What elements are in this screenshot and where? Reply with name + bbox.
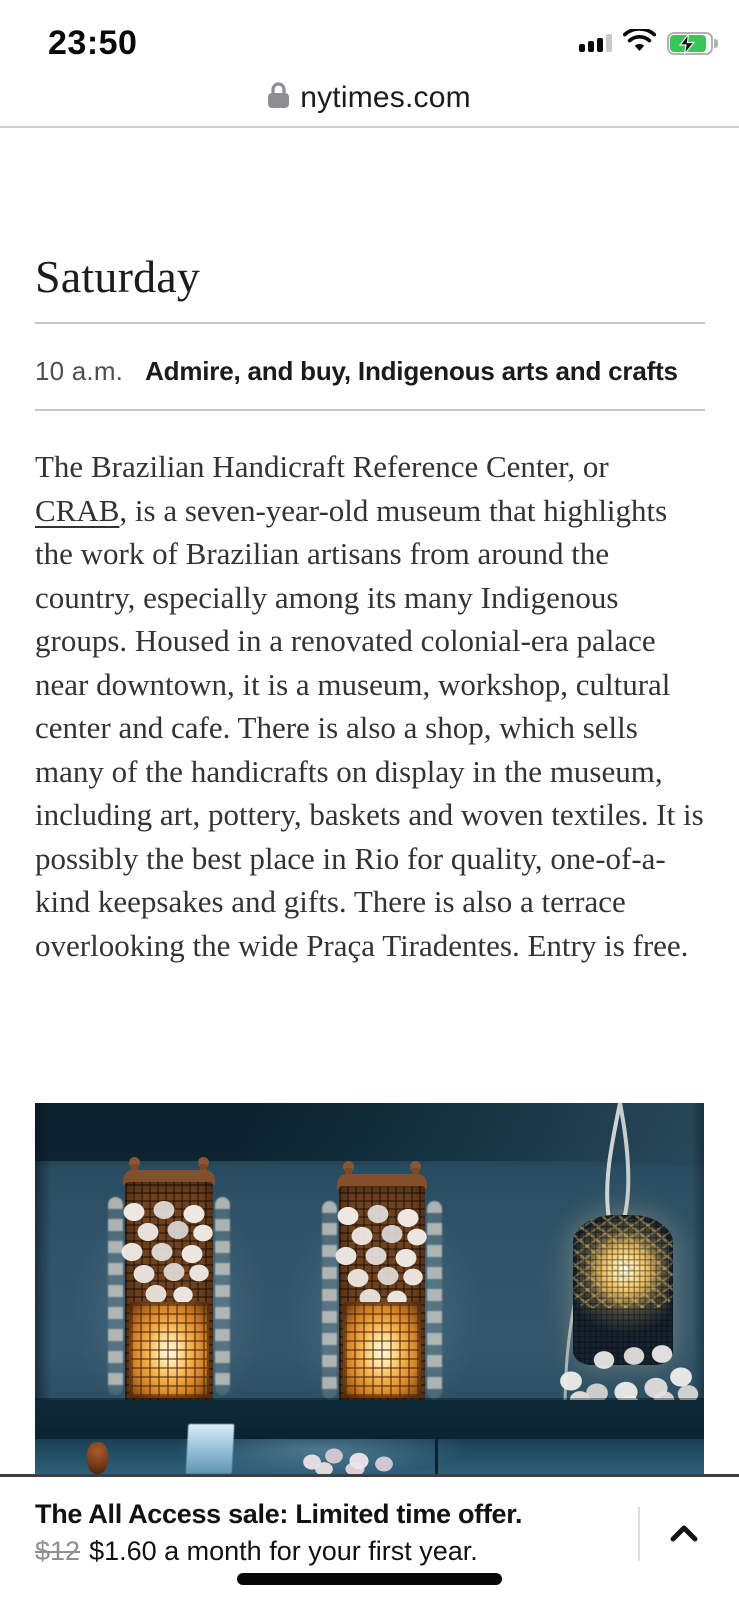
section-rule — [35, 409, 705, 411]
article-photo[interactable] — [35, 1103, 704, 1474]
toolbar-divider — [0, 126, 739, 128]
shell-discs — [327, 1203, 437, 1313]
home-indicator[interactable] — [237, 1573, 502, 1585]
standing-lamp-left — [123, 1157, 215, 1402]
light-beam — [186, 1424, 235, 1474]
paragraph-text: , is a seven-year-old museum that highlights the work of Brazilian artisans from around the country, especially among its many Indigenous groups. Housed in a renovated colonial-era palace near downtown, it is a museum, workshop, cultural center and cafe. There is also a shop, which sells many of the handicrafts on display in the museum, including art, pottery, baskets and woven textiles. It is possibly the best place in Rio for quality, one-of-a-kind keepsakes and gifts. There is also a terrace overlooking the wide Praça Tiradentes. Entry is free. — [35, 492, 704, 963]
chevron-up-icon — [668, 1523, 700, 1546]
sale-offer-line — [35, 1536, 615, 1567]
shell-flowers — [297, 1443, 405, 1474]
wifi-icon — [623, 29, 656, 58]
thin-pole — [435, 1433, 438, 1474]
clock-time: 23:50 — [48, 24, 138, 62]
lamp-glow — [129, 1302, 209, 1398]
day-heading: Saturday — [35, 251, 201, 302]
status-icons — [579, 30, 713, 56]
url-domain: nytimes.com — [300, 81, 471, 114]
url-bar[interactable] — [0, 70, 739, 126]
paragraph-text: The Brazilian Handicraft Reference Center, or — [35, 449, 609, 484]
collapse-banner-button[interactable] — [655, 1509, 713, 1559]
shelf-front — [35, 1400, 704, 1439]
small-vase — [87, 1442, 108, 1474]
schedule-title: Admire, and buy, Indigenous arts and crafts — [145, 356, 678, 386]
standing-lamp-center — [337, 1161, 427, 1402]
sale-headline: The All Access sale: Limited time offer. — [35, 1499, 523, 1529]
offer-text: $1.60 a month for your first year. — [89, 1536, 478, 1566]
schedule-row — [35, 356, 705, 387]
battery-charging-icon — [667, 32, 713, 55]
lock-icon — [268, 82, 289, 114]
sale-text-block — [35, 1499, 615, 1567]
cellular-signal-icon — [579, 34, 612, 52]
old-price: $12 — [35, 1536, 81, 1566]
shell-discs — [113, 1199, 225, 1309]
article-paragraph — [35, 445, 706, 967]
banner-divider — [638, 1507, 640, 1561]
crab-link[interactable]: CRAB — [35, 492, 120, 528]
schedule-time: 10 a.m. — [35, 356, 124, 386]
status-bar — [0, 0, 739, 62]
lamp-glow — [343, 1302, 421, 1398]
section-rule — [35, 322, 705, 324]
